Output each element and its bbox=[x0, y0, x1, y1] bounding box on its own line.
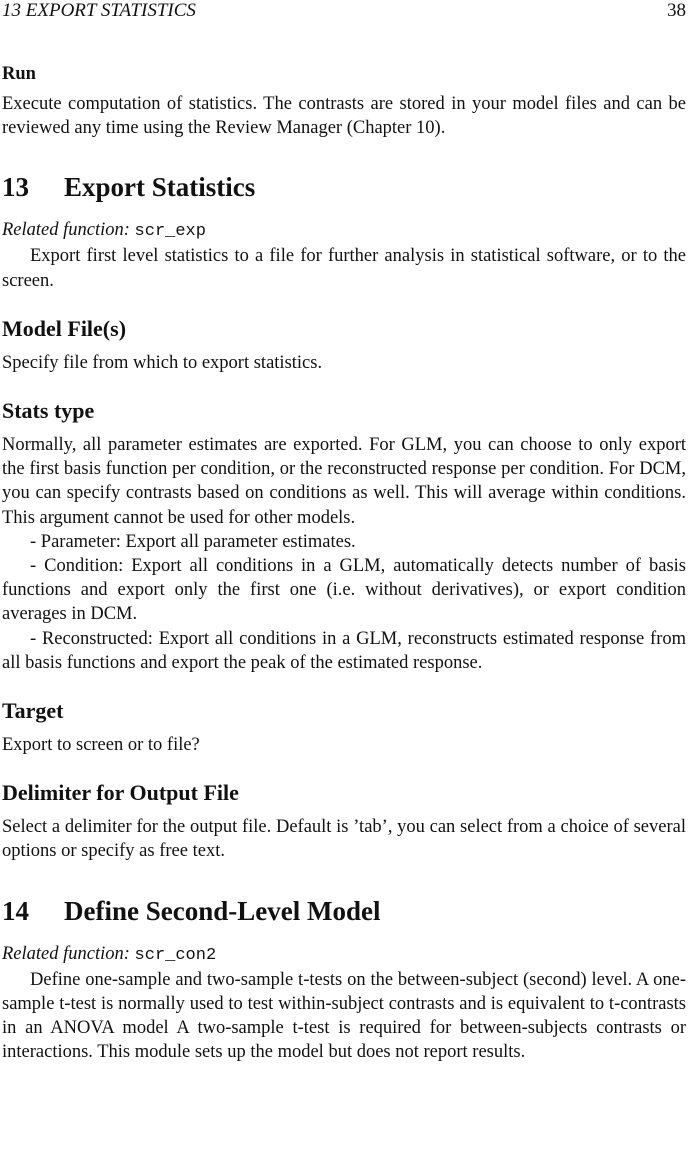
stats-type-item-parameter: - Parameter: Export all parameter estimates. bbox=[30, 531, 356, 552]
delimiter-text: Select a delimiter for the output file. Default is ’tab’, you can select from a choice of several options or specify as free text. bbox=[2, 817, 686, 862]
section-13-number: 13 bbox=[2, 172, 29, 203]
run-text: Execute computation of statistics. The contrasts are stored in your model files and can be reviewed any time using the Review Manager (Chapter 10). bbox=[2, 94, 686, 139]
delimiter-heading: Delimiter for Output File bbox=[2, 780, 239, 806]
section-13-title: Export Statistics bbox=[64, 172, 256, 203]
run-heading: Run bbox=[2, 64, 36, 84]
running-head-section: 13 EXPORT STATISTICS bbox=[2, 0, 196, 21]
related-function-name: scr_exp bbox=[134, 222, 206, 242]
section-14-related-function bbox=[2, 942, 686, 968]
stats-type-item-reconstructed: - Reconstructed: Export all conditions in a GLM, reconstructs estimated response from all basis functions and export the peak of the estimated response. bbox=[2, 628, 686, 673]
section-14-number: 14 bbox=[2, 895, 29, 926]
related-function-name: scr_con2 bbox=[134, 945, 217, 965]
target-text: Export to screen or to file? bbox=[2, 735, 200, 756]
related-function-label: Related function: bbox=[2, 220, 130, 241]
model-file-text: Specify file from which to export statistics. bbox=[2, 352, 323, 373]
page-content bbox=[2, 62, 686, 1064]
related-function-label: Related function: bbox=[2, 943, 130, 964]
stats-type-heading: Stats type bbox=[2, 398, 95, 424]
section-13-related-function bbox=[2, 218, 686, 244]
target-heading: Target bbox=[2, 698, 64, 724]
section-13-intro: Export first level statistics to a file for further analysis in statistical software, or to the screen. bbox=[2, 246, 686, 291]
page-number: 38 bbox=[667, 0, 686, 21]
section-14-title: Define Second-Level Model bbox=[64, 895, 381, 926]
section-14-heading bbox=[2, 894, 686, 928]
section-13-heading bbox=[2, 170, 686, 204]
running-head bbox=[2, 0, 686, 22]
model-file-heading: Model File(s) bbox=[2, 315, 127, 341]
stats-type-text: Normally, all parameter estimates are exported. For GLM, you can choose to only export the first basis function per condition, or the reconstructed response per condition. For DCM, you can specify contrasts based on conditions as well. This will average within conditions. This argument cannot be used for other models. bbox=[2, 435, 686, 528]
section-14-intro: Define one-sample and two-sample t-tests on the between-subject (second) level. A one-sample t-test is normally used to test within-subject contrasts and is equivalent to t-contrasts in an ANOVA model A two-sample t-test is required for between-subjects contrasts or interactions. This module sets up the model but does not report results. bbox=[2, 969, 686, 1063]
stats-type-item-condition: - Condition: Export all conditions in a GLM, automatically detects number of basis functions and export only the first one (i.e. without derivatives), or export condition averages in DCM. bbox=[2, 556, 686, 625]
